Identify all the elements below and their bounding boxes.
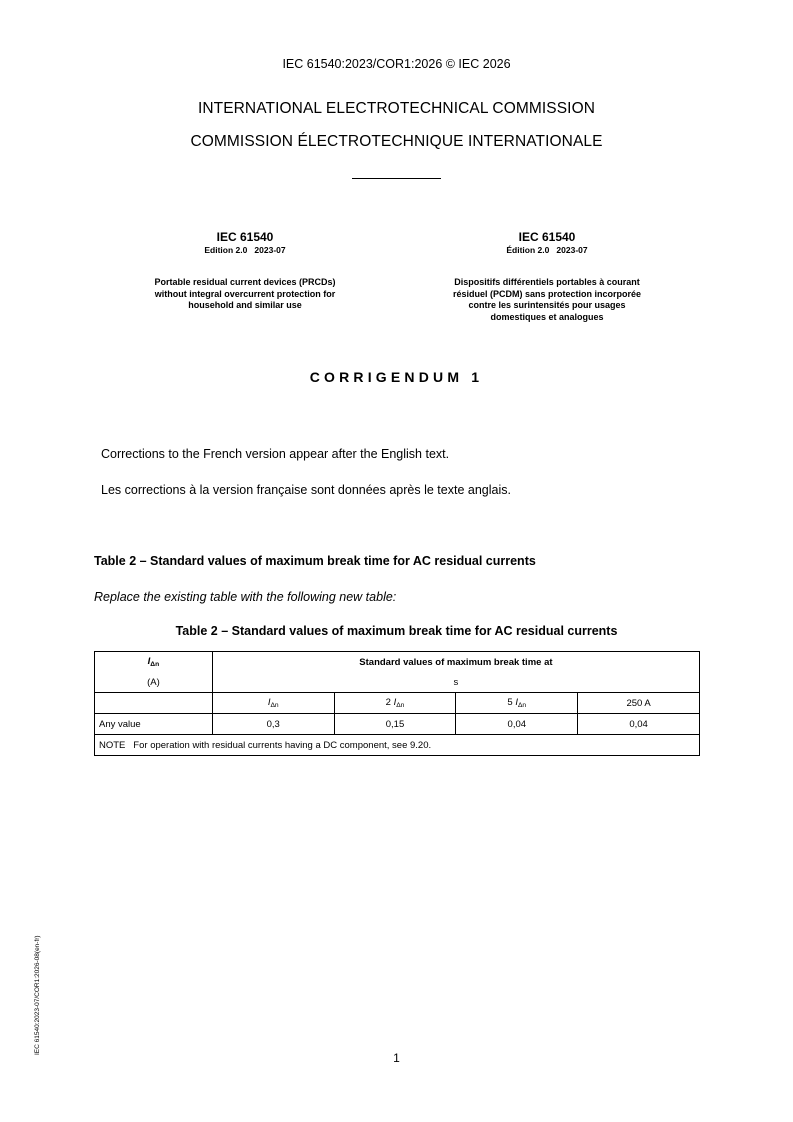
row-label-cell: Any value bbox=[95, 714, 213, 735]
table-header-row bbox=[95, 672, 700, 693]
break-time-table bbox=[94, 651, 700, 756]
prefix: 2 bbox=[385, 697, 394, 708]
french-standard-number: IEC 61540 bbox=[518, 230, 576, 244]
english-standard-number: IEC 61540 bbox=[216, 230, 274, 244]
value-cell: 0,15 bbox=[334, 714, 456, 735]
subscript: Δn bbox=[518, 702, 527, 709]
subheader-cell bbox=[456, 693, 578, 714]
english-edition: Edition 2.0 2023-07 bbox=[204, 245, 286, 255]
header-unit-cell: (A) bbox=[95, 672, 213, 693]
document-reference: IEC 61540:2023/COR1:2026 © IEC 2026 bbox=[282, 57, 511, 71]
header-cell bbox=[95, 652, 213, 673]
table-caption: Table 2 – Standard values of maximum break time for AC residual currents bbox=[175, 624, 618, 638]
value-cell: 0,04 bbox=[578, 714, 700, 735]
title-line: contre les surintensités pour usages bbox=[468, 300, 626, 310]
subheader-cell bbox=[578, 693, 700, 714]
table-row bbox=[95, 714, 700, 735]
subheader-cell bbox=[212, 693, 334, 714]
title-line: résiduel (PCDM) sans protection incorporée bbox=[452, 288, 642, 299]
group-header-cell: Standard values of maximum break time at bbox=[212, 652, 699, 673]
english-standard-title bbox=[100, 277, 390, 312]
side-document-identifier: IEC 61540:2023-07/COR1:2026-08(en-fr) bbox=[34, 935, 41, 1055]
group-unit-cell: s bbox=[212, 672, 699, 693]
prefix: 5 bbox=[507, 697, 516, 708]
title-line: Portable residual current devices (PRCDs) bbox=[154, 277, 336, 287]
subheader-cell bbox=[334, 693, 456, 714]
header-cell bbox=[95, 693, 213, 714]
header-divider bbox=[352, 178, 441, 179]
symbol: I bbox=[147, 656, 151, 667]
symbol: I bbox=[515, 697, 518, 708]
subscript: Δn bbox=[150, 661, 160, 668]
french-standard-title bbox=[402, 277, 692, 323]
intro-english: Corrections to the French version appear after the English text. bbox=[101, 447, 450, 461]
corrigendum-title: CORRIGENDUM 1 bbox=[309, 369, 484, 385]
title-line: household and similar use bbox=[188, 300, 302, 310]
page-number: 1 bbox=[393, 1051, 400, 1065]
title-line: Dispositifs différentiels portables à courant bbox=[454, 277, 640, 287]
french-edition: Édition 2.0 2023-07 bbox=[506, 245, 588, 255]
section-heading: Table 2 – Standard values of maximum break time for AC residual currents bbox=[94, 554, 536, 568]
table-note: NOTE For operation with residual currents having a DC component, see 9.20. bbox=[95, 735, 700, 756]
subscript: Δn bbox=[270, 702, 279, 709]
prefix: 250 A bbox=[626, 697, 651, 709]
symbol: I bbox=[267, 697, 271, 708]
organization-name-english: INTERNATIONAL ELECTROTECHNICAL COMMISSION bbox=[197, 100, 596, 117]
symbol: I bbox=[393, 697, 397, 708]
organization-name-french: COMMISSION ÉLECTROTECHNIQUE INTERNATIONALE bbox=[190, 133, 603, 150]
table-note-row bbox=[95, 735, 700, 756]
english-title-block bbox=[100, 230, 390, 312]
french-title-block bbox=[402, 230, 692, 323]
replacement-instruction: Replace the existing table with the following new table: bbox=[94, 590, 397, 604]
table-subheader-row bbox=[95, 693, 700, 714]
intro-french: Les corrections à la version française sont données après le texte anglais. bbox=[101, 483, 511, 497]
subscript: Δn bbox=[396, 702, 405, 709]
value-cell: 0,04 bbox=[456, 714, 578, 735]
title-line: without integral overcurrent protection for bbox=[154, 288, 336, 299]
table-header-row bbox=[95, 652, 700, 673]
title-line: domestiques et analogues bbox=[490, 311, 604, 322]
value-cell: 0,3 bbox=[212, 714, 334, 735]
